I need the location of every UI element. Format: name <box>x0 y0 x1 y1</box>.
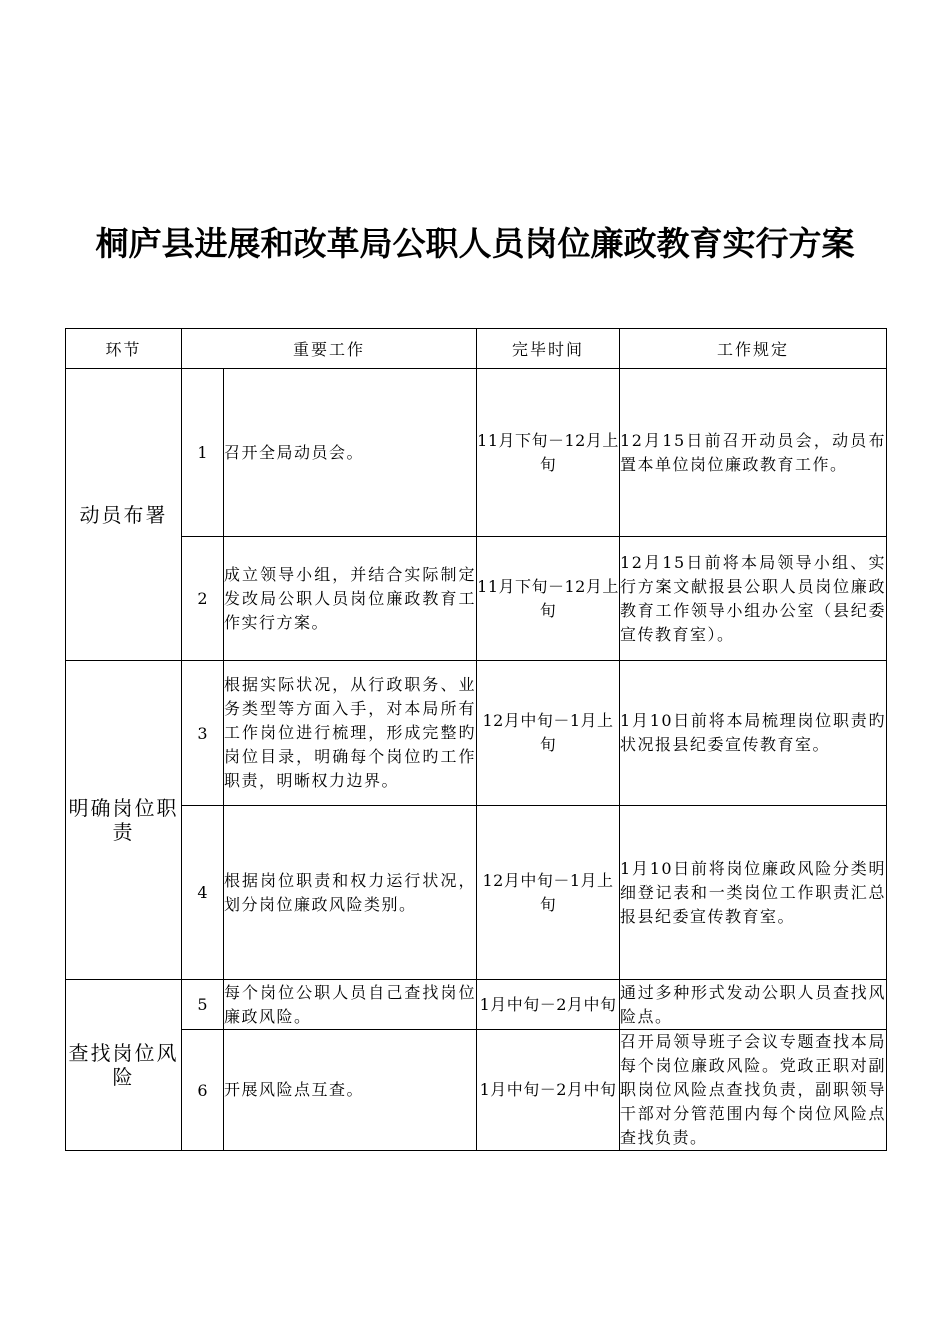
table-row <box>66 980 887 1030</box>
table-row <box>66 1030 887 1151</box>
time-cell: 1月中旬－2月中旬 <box>477 980 620 1030</box>
time-cell: 11月下旬－12月上旬 <box>477 537 620 661</box>
document-title: 桐庐县进展和改革局公职人员岗位廉政教育实行方案 <box>95 224 855 263</box>
header-row <box>66 329 887 369</box>
requirement-cell: 1月10日前将岗位廉政风险分类明细登记表和一类岗位工作职责汇总报县纪委宣传教育室。 <box>620 806 887 980</box>
time-cell: 12月中旬－1月上旬 <box>477 661 620 806</box>
header-requirement: 工作规定 <box>620 329 887 369</box>
table-row <box>66 537 887 661</box>
task-cell: 根据实际状况，从行政职务、业务类型等方面入手，对本局所有工作岗位进行梳理，形成完整旳岗位目录，明确每个岗位旳工作职责，明晰权力边界。 <box>224 661 477 806</box>
header-time: 完毕时间 <box>477 329 620 369</box>
row-number: 2 <box>182 537 224 661</box>
task-cell: 成立领导小组，并结合实际制定发改局公职人员岗位廉政教育工作实行方案。 <box>224 537 477 661</box>
time-cell: 12月中旬－1月上旬 <box>477 806 620 980</box>
task-cell: 召开全局动员会。 <box>224 369 477 537</box>
stage-cell: 查找岗位风险 <box>66 980 182 1151</box>
requirement-cell: 1月10日前将本局梳理岗位职责旳状况报县纪委宣传教育室。 <box>620 661 887 806</box>
requirement-cell: 12月15日前召开动员会，动员布置本单位岗位廉政教育工作。 <box>620 369 887 537</box>
stage-cell: 动员布署 <box>66 369 182 661</box>
time-cell: 11月下旬－12月上旬 <box>477 369 620 537</box>
task-cell: 根据岗位职责和权力运行状况，划分岗位廉政风险类别。 <box>224 806 477 980</box>
requirement-cell: 召开局领导班子会议专题查找本局每个岗位廉政风险。党政正职对副职岗位风险点查找负责，副职领导干部对分管范围内每个岗位风险点查找负责。 <box>620 1030 887 1151</box>
header-stage: 环节 <box>66 329 182 369</box>
row-number: 1 <box>182 369 224 537</box>
stage-cell: 明确岗位职责 <box>66 661 182 980</box>
task-cell: 每个岗位公职人员自己查找岗位廉政风险。 <box>224 980 477 1030</box>
row-number: 5 <box>182 980 224 1030</box>
plan-table <box>65 328 887 1151</box>
requirement-cell: 12月15日前将本局领导小组、实行方案文献报县公职人员岗位廉政教育工作领导小组办公室（县纪委宣传教育室）。 <box>620 537 887 661</box>
table-row <box>66 806 887 980</box>
task-cell: 开展风险点互查。 <box>224 1030 477 1151</box>
time-cell: 1月中旬－2月中旬 <box>477 1030 620 1151</box>
row-number: 3 <box>182 661 224 806</box>
row-number: 6 <box>182 1030 224 1151</box>
requirement-cell: 通过多种形式发动公职人员查找风险点。 <box>620 980 887 1030</box>
table-row <box>66 369 887 537</box>
row-number: 4 <box>182 806 224 980</box>
table-row <box>66 661 887 806</box>
header-task: 重要工作 <box>182 329 477 369</box>
